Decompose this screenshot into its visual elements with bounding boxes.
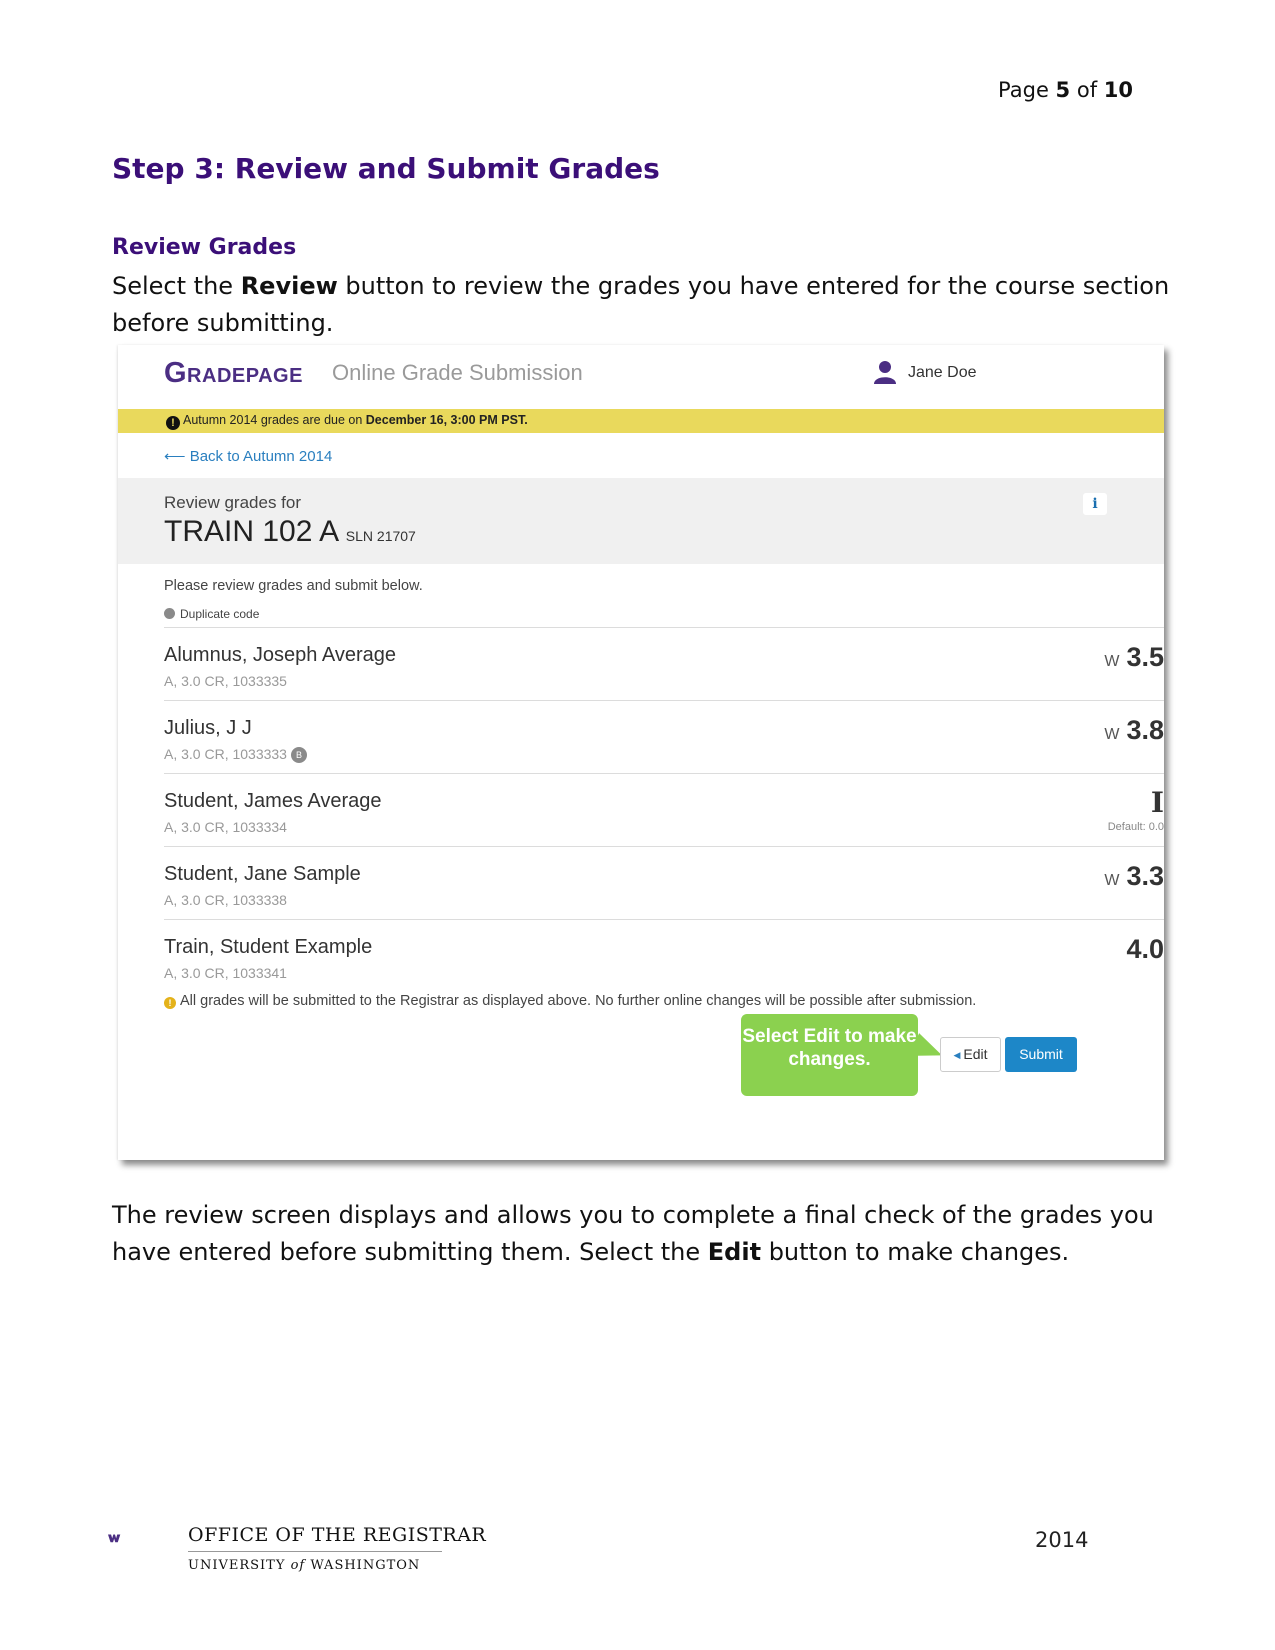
student-meta: A, 3.0 CR, 1033334: [164, 819, 287, 835]
due-notice: ! Autumn 2014 grades are due on December 16, 3:00 PM PST.: [118, 409, 1164, 433]
footer-divider: [188, 1551, 442, 1552]
edit-callout: Select Edit to make changes.: [741, 1014, 918, 1096]
student-name: Julius, J J: [164, 717, 252, 739]
arrow-left-icon: ⟵: [164, 448, 186, 465]
sub-heading: Review Grades: [112, 235, 297, 260]
student-name: Train, Student Example: [164, 936, 373, 958]
closing-paragraph: The review screen displays and allows you to complete a final check of the grades you have entered before submitting them. Select the Edit button to make changes.: [112, 1201, 1154, 1266]
edit-button[interactable]: ◀ Edit: [940, 1037, 1001, 1072]
app-header: [118, 345, 1164, 409]
default-grade: Default: 0.0: [1107, 821, 1164, 833]
student-name: Alumnus, Joseph Average: [164, 644, 397, 666]
student-meta: A, 3.0 CR, 1033341: [164, 965, 287, 981]
writing-flag: W: [1104, 872, 1120, 889]
footer-office: OFFICE OF THE REGISTRAR: [188, 1524, 487, 1546]
grade-list: [164, 627, 1164, 992]
submit-button[interactable]: Submit: [1005, 1037, 1077, 1072]
student-meta: A, 3.0 CR, 1033338: [164, 892, 287, 908]
intro-paragraph: Select the Review button to review the grades you have entered for the course section before submitting.: [112, 272, 1170, 337]
writing-flag: W: [1104, 653, 1120, 670]
student-name: Student, James Average: [164, 790, 382, 812]
step-heading: Step 3: Review and Submit Grades: [112, 152, 660, 185]
review-for-label: Review grades for: [164, 493, 302, 512]
student-row: [164, 700, 1164, 773]
student-grade: W 3.5: [1104, 642, 1164, 672]
gradepage-screenshot: [118, 345, 1164, 1160]
student-grade: W 3.8: [1104, 715, 1164, 745]
student-name: Student, Jane Sample: [164, 863, 361, 885]
caret-left-icon: ◀: [953, 1050, 961, 1060]
student-row: [164, 773, 1164, 846]
page-number: Page 5 of 10: [998, 78, 1133, 102]
sln-label: SLN 21707: [345, 528, 416, 544]
uw-w-logo: [108, 1518, 172, 1562]
student-row: [164, 627, 1164, 700]
duplicate-dot-icon: [164, 608, 175, 619]
info-icon[interactable]: i: [1083, 493, 1107, 515]
duplicate-code-badge: B: [291, 747, 307, 763]
review-instruction: Please review grades and submit below.: [164, 578, 423, 594]
footer-university: UNIVERSITY of WASHINGTON: [188, 1558, 421, 1573]
duplicate-legend: Duplicate code: [164, 607, 259, 621]
footer-year: 2014: [1035, 1528, 1089, 1552]
alert-icon: !: [166, 416, 180, 430]
warning-icon: !: [164, 997, 176, 1009]
user-icon: [874, 360, 896, 384]
student-grade: W 3.3: [1104, 861, 1164, 891]
student-grade: I: [1150, 786, 1164, 819]
student-meta: A, 3.0 CR, 1033333 B: [164, 746, 307, 763]
course-title: TRAIN 102 A SLN 21707: [164, 515, 416, 548]
submit-warning: ! All grades will be submitted to the Registrar as displayed above. No further online changes will be possible after submission.: [164, 993, 976, 1009]
review-header: [118, 478, 1164, 564]
back-link[interactable]: ⟵ Back to Autumn 2014: [164, 448, 333, 465]
user-name[interactable]: Jane Doe: [908, 364, 977, 381]
student-row: [164, 846, 1164, 919]
app-subtitle: Online Grade Submission: [332, 360, 583, 385]
student-grade: 4.0: [1126, 934, 1164, 964]
student-row: [164, 919, 1164, 992]
student-meta: A, 3.0 CR, 1033335: [164, 673, 287, 689]
writing-flag: W: [1104, 726, 1120, 743]
gradepage-logo: Gradepage: [164, 357, 303, 389]
